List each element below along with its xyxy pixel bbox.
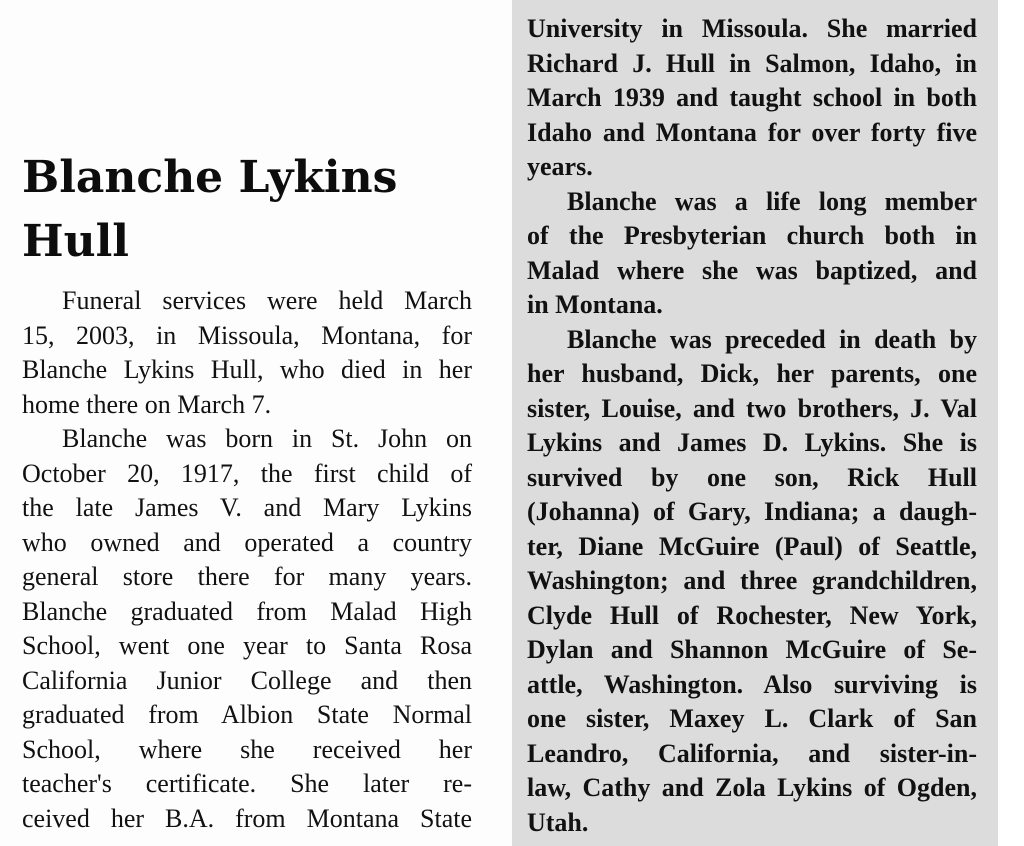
text-line: Dylan and Shannon McGuire of Se- [527, 635, 977, 664]
text-line: Washington; and three grandchildren, [527, 566, 977, 595]
text-line: law, Cathy and Zola Lykins of Ogden, [527, 773, 977, 802]
text-line: Clyde Hull of Rochester, New York, [527, 600, 977, 630]
text-line: (Johanna) of Gary, Indiana; a daugh- [527, 497, 977, 526]
text-line: general store there for many years. [22, 562, 472, 591]
obituary-body-left [22, 284, 472, 836]
text-line: Blanche was preceded in death by [567, 324, 977, 354]
text-line: March 1939 and taught school in both [527, 83, 977, 112]
text-line: Lykins and James D. Lykins. She is [527, 428, 977, 457]
text-line: University in Missoula. She married [527, 14, 977, 43]
text-line: School, went one year to Santa Rosa [22, 631, 472, 660]
text-line: Idaho and Montana for over forty five [527, 117, 977, 147]
text-line: of the Presbyterian church both in [527, 221, 977, 250]
text-line: Leandro, California, and sister-in- [527, 738, 977, 768]
text-line: October 20, 1917, the first child of [22, 458, 472, 488]
headline-line: Hull [22, 216, 129, 267]
text-line: Utah. [527, 807, 589, 837]
headline-line: Blanche Lykins [22, 152, 398, 203]
text-line: Malad where she was baptized, and [527, 255, 977, 285]
text-line: her husband, Dick, her parents, one [527, 359, 977, 388]
page-margin [998, 0, 1024, 846]
text-line: years. [527, 152, 593, 181]
text-line: the late James V. and Mary Lykins [22, 493, 472, 522]
text-line: School, where she received her [22, 734, 472, 764]
obituary-headline [22, 146, 492, 274]
text-line: survived by one son, Rick Hull [527, 462, 977, 492]
text-line: Blanche Lykins Hull, who died in her [22, 355, 472, 384]
text-line: one sister, Maxey L. Clark of San [527, 704, 977, 733]
text-line: sister, Louise, and two brothers, J. Val [527, 393, 977, 423]
text-line: home there on March 7. [22, 389, 272, 419]
text-line: attle, Washington. Also surviving is [527, 669, 977, 699]
text-line: Funeral services were held March [62, 286, 472, 315]
text-line: who owned and operated a country [22, 527, 472, 557]
text-line: 15, 2003, in Missoula, Montana, for [22, 320, 472, 350]
text-line: Blanche was born in St. John on [62, 424, 472, 453]
text-line: California Junior College and then [22, 665, 472, 695]
text-line: teacher's certificate. She later re- [22, 769, 472, 798]
text-line: Richard J. Hull in Salmon, Idaho, in [527, 48, 977, 78]
text-line: in Montana. [527, 290, 663, 319]
text-line: ter, Diane McGuire (Paul) of Seattle, [527, 531, 977, 561]
text-line: Blanche was a life long member [567, 186, 977, 216]
obituary-body-right [527, 12, 977, 840]
text-line: graduated from Albion State Normal [22, 700, 472, 729]
text-line: Blanche graduated from Malad High [22, 596, 472, 626]
text-line: ceived her B.A. from Montana State [22, 803, 472, 833]
